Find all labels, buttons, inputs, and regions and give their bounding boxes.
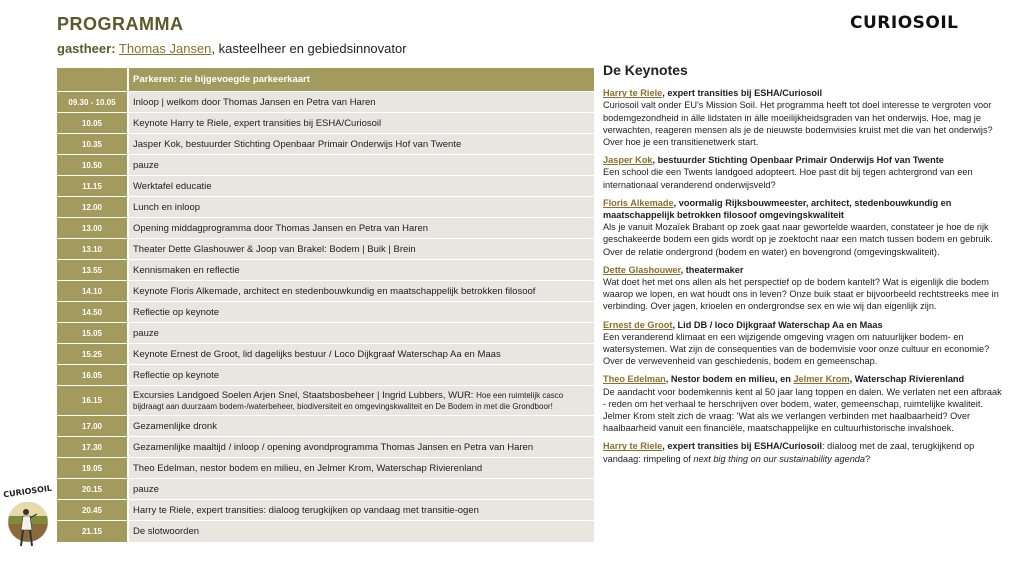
schedule-time: 12.00 — [57, 197, 128, 218]
svg-text:CURIOSOIL: CURIOSOIL — [3, 483, 53, 500]
schedule-activity — [128, 260, 594, 281]
keynote-speaker-role: , Waterschap Rivierenland — [849, 374, 965, 385]
keynote-speaker — [603, 197, 1003, 221]
schedule-row — [57, 134, 594, 155]
keynote-speaker-role: , expert transities bij ESHA/Curiosoil — [662, 441, 823, 452]
schedule-activity-detail: Hoe een ruimtelijk casco bijdraagt aan duurzaam bodem-/waterbeheer, biodiversiteit en omgevingskwaliteit en De Bodem in met die Grondboor! — [133, 390, 564, 411]
schedule-activity — [128, 281, 594, 302]
keynote-speaker — [603, 373, 1003, 385]
schedule-time: 17.00 — [57, 416, 128, 437]
keynote-speaker-role: , theatermaker — [680, 264, 744, 275]
schedule-activity — [128, 239, 594, 260]
keynote-description: Wat doet het met ons allen als het perspectief op de bodem kantelt? Wat is eigenlijk die bodem waarop we lopen, en wat houdt ons in leven? Onze buik staat er bijvoorbeeld rechtstreeks mee in verbinding. Over jagen, krioelen en ondergrondse sex en wie wij dan eigenlijk zijn. — [603, 277, 999, 312]
schedule-time: 19.05 — [57, 458, 128, 479]
schedule-activity — [128, 521, 594, 542]
host-label: gastheer: — [57, 41, 116, 56]
keynote-speaker — [603, 319, 1003, 331]
schedule-activity-text: Gezamenlijke dronk — [133, 420, 217, 432]
schedule-header-row — [57, 68, 594, 92]
schedule-activity — [128, 458, 594, 479]
schedule-time: 20.45 — [57, 500, 128, 521]
keynote-speaker-role: , Nestor bodem en milieu, en — [665, 374, 794, 385]
keynote-speaker-role: , voormalig Rijksbouwmeester, architect, stedenbouwkundig en maatschappelijk betrokken filosoof omgevingskwaliteit — [603, 197, 952, 221]
schedule-table — [57, 67, 594, 542]
schedule-row — [57, 155, 594, 176]
schedule-row — [57, 500, 594, 521]
schedule-activity — [128, 155, 594, 176]
schedule-time: 21.15 — [57, 521, 128, 542]
schedule-row — [57, 218, 594, 239]
schedule-activity — [128, 302, 594, 323]
schedule-activity — [128, 176, 594, 197]
schedule-row — [57, 302, 594, 323]
keynote-speaker — [603, 87, 1003, 99]
keynote-speaker-role: , Lid DB / loco Dijkgraaf Waterschap Aa en Maas — [672, 319, 883, 330]
keynote-speaker-role: , bestuurder Stichting Openbaar Primair Onderwijs Hof van Twente — [652, 155, 944, 166]
schedule-activity — [128, 365, 594, 386]
schedule-activity — [128, 218, 594, 239]
keynote-block — [603, 440, 1003, 464]
schedule-time: 16.15 — [57, 386, 128, 416]
schedule-activity — [128, 416, 594, 437]
keynote-speaker-name[interactable]: Jelmer Krom — [793, 374, 850, 385]
schedule-activity-text: Theo Edelman, nestor bodem en milieu, en Jelmer Krom, Waterschap Rivierenland — [133, 462, 483, 474]
schedule-header-text: Parkeren: zie bijgevoegde parkeerkaart — [128, 68, 594, 92]
schedule-row — [57, 479, 594, 500]
schedule-activity-text: pauze — [133, 327, 159, 339]
schedule-time: 11.15 — [57, 176, 128, 197]
schedule-row — [57, 239, 594, 260]
schedule-time: 16.05 — [57, 365, 128, 386]
keynote-speaker-name[interactable]: Ernest de Groot — [603, 319, 673, 330]
schedule-activity-text: Harry te Riele, expert transities: dialoog terugkijken op vandaag met transitie-ogen — [133, 504, 479, 516]
schedule-activity-text: Opening middagprogramma door Thomas Jansen en Petra van Haren — [133, 222, 429, 234]
keynote-speaker-name[interactable]: Jasper Kok — [603, 155, 653, 166]
schedule-row — [57, 386, 594, 416]
schedule-activity-text: Keynote Ernest de Groot, lid dagelijks bestuur / Loco Dijkgraaf Waterschap Aa en Maas — [133, 348, 501, 360]
schedule-time: 14.10 — [57, 281, 128, 302]
schedule-header-time — [57, 68, 128, 92]
schedule-activity — [128, 386, 594, 416]
schedule-row — [57, 323, 594, 344]
schedule-activity-text: Kennismaken en reflectie — [133, 264, 240, 276]
keynote-speaker-name[interactable]: Theo Edelman — [603, 374, 666, 385]
schedule-activity-text: Reflectie op keynote — [133, 306, 220, 318]
schedule-time: 15.25 — [57, 344, 128, 365]
schedule-row — [57, 92, 594, 113]
keynote-session-italic: next big thing on our sustainability agenda — [693, 453, 866, 464]
curiosoil-emblem-icon — [3, 472, 53, 560]
schedule-activity-text: Excursies Landgoed Soelen Arjen Snel, Staatsbosbeheer | Ingrid Lubbers, WUR: — [133, 389, 477, 401]
schedule-activity-text: pauze — [133, 483, 159, 495]
host-line — [57, 41, 407, 56]
schedule-activity-text: Lunch en inloop — [133, 201, 201, 213]
keynote-block — [603, 154, 1003, 191]
keynote-speaker — [603, 264, 1003, 276]
keynote-block — [603, 197, 1003, 258]
schedule-time: 15.05 — [57, 323, 128, 344]
keynote-description: Curiosoil valt onder EU's Mission Soil. Het programma heeft tot doel interesse te vergroten voor bodemgezondheid in álle lidstaten in álle moeilijkheidsgraden van het onderwijs. Hoe, mag je verwachten, reageren mensen als je de nieuwste bodemvisies kruist met die van het onderwijs? Over hoe je een transitienetwerk start. — [603, 100, 993, 148]
schedule-time: 13.00 — [57, 218, 128, 239]
schedule-time: 10.05 — [57, 113, 128, 134]
schedule-row — [57, 344, 594, 365]
schedule-activity — [128, 479, 594, 500]
schedule-time: 14.50 — [57, 302, 128, 323]
schedule-activity-text: Jasper Kok, bestuurder Stichting Openbaar Primair Onderwijs Hof van Twente — [133, 138, 462, 150]
schedule-row — [57, 197, 594, 218]
schedule-activity-text: Reflectie op keynote — [133, 369, 220, 381]
schedule-row — [57, 416, 594, 437]
schedule-time: 10.50 — [57, 155, 128, 176]
schedule-activity — [128, 197, 594, 218]
keynote-block — [603, 87, 1003, 148]
keynote-speaker-name[interactable]: Harry te Riele — [603, 441, 663, 452]
schedule-activity-text: De slotwoorden — [133, 525, 200, 537]
schedule-activity-text: pauze — [133, 159, 159, 171]
keynote-description: Een school die een Twents landgoed adopteert. Hoe past dit bij tegen achtergrond van een internationaal veranderend onderwijsveld? — [603, 167, 973, 190]
schedule-row — [57, 437, 594, 458]
schedule-time: 20.15 — [57, 479, 128, 500]
schedule-activity — [128, 323, 594, 344]
keynote-block — [603, 264, 1003, 313]
host-description: , kasteelheer en gebiedsinnovator — [211, 41, 407, 56]
schedule-activity-text: Keynote Harry te Riele, expert transities bij ESHA/Curiosoil — [133, 117, 382, 129]
schedule-activity — [128, 92, 594, 113]
keynotes-heading: De Keynotes — [603, 62, 688, 78]
schedule-row — [57, 521, 594, 542]
schedule-row — [57, 176, 594, 197]
keynotes-panel — [603, 64, 1003, 471]
schedule-time: 13.55 — [57, 260, 128, 281]
schedule-activity — [128, 344, 594, 365]
schedule-activity — [128, 500, 594, 521]
schedule-row — [57, 260, 594, 281]
keynote-session-tail: ? — [865, 453, 871, 464]
schedule-time: 09.30 - 10.05 — [57, 92, 128, 113]
keynote-description: De aandacht voor bodemkennis kent al 50 jaar lang toppen en dalen. We verlaten net een afbraak - reden om het verhaal te herschrijven over bodem, water, gemeenschap, ruimtelijke kwaliteit. Jelmer Krom stelt zich de vraag: 'Wat als we verlangen verbinden met haalbaarheid? Over haalbaarheid vanuit een financiële, maatschappelijke en cultuurhistorische invalshoek. — [603, 386, 1002, 434]
keynote-speaker-name[interactable]: Harry te Riele — [603, 88, 663, 99]
schedule-activity-text: Theater Dette Glashouwer & Joop van Brakel: Bodem | Buik | Brein — [133, 243, 416, 255]
schedule-activity — [128, 113, 594, 134]
schedule-row — [57, 113, 594, 134]
keynote-block — [603, 319, 1003, 368]
keynote-speaker — [603, 440, 1003, 464]
schedule-activity-text: Gezamenlijke maaltijd / inloop / opening avondprogramma Thomas Jansen en Petra van Haren — [133, 441, 534, 453]
schedule-row — [57, 281, 594, 302]
keynote-block — [603, 373, 1003, 434]
schedule-time: 17.30 — [57, 437, 128, 458]
page-title: PROGRAMMA — [57, 14, 184, 34]
schedule-activity-text: Keynote Floris Alkemade, architect en stedenbouwkundig en maatschappelijk betrokken filosoof — [133, 285, 536, 297]
schedule-time: 10.35 — [57, 134, 128, 155]
keynote-description: Een veranderend klimaat en een wijzigende omgeving vragen om natuurlijker bodem- en watersystemen. Wat zijn de consequenties van de bodemvisie voor onze cultuur en economie? Over de verwevenheid van geschiedenis, bodem en gemeenschap. — [603, 331, 990, 367]
curiosoil-logo: CURIOSOIL — [850, 13, 959, 33]
schedule-activity — [128, 134, 594, 155]
schedule-row — [57, 458, 594, 479]
keynotes-list — [603, 87, 1003, 465]
schedule-row — [57, 365, 594, 386]
keynote-session-desc: : dialoog met de zaal, terugkijkend op vandaag: rimpeling of — [603, 441, 975, 464]
keynote-speaker-name[interactable]: Floris Alkemade — [603, 197, 674, 208]
schedule-activity-text: Werktafel educatie — [133, 180, 212, 192]
host-name-link[interactable]: Thomas Jansen — [118, 41, 212, 56]
keynote-speaker — [603, 154, 1003, 166]
keynote-speaker-name[interactable]: Dette Glashouwer — [603, 264, 681, 275]
schedule-activity-text: Inloop | welkom door Thomas Jansen en Petra van Haren — [133, 96, 376, 108]
keynote-description: Als je vanuit Mozaïek Brabant op zoek gaat naar gewortelde waarden, constateer je hoe de rijk geschakeerde bodem een gids wordt op je zoektocht naar een match tussen bodem en gebruik. Over de relatie ondergrond (bodem en water) en bovengrond (omgevingskwaliteit). — [603, 222, 993, 257]
schedule-activity — [128, 437, 594, 458]
schedule-time: 13.10 — [57, 239, 128, 260]
keynote-speaker-role: , expert transities bij ESHA/Curiosoil — [662, 88, 823, 99]
